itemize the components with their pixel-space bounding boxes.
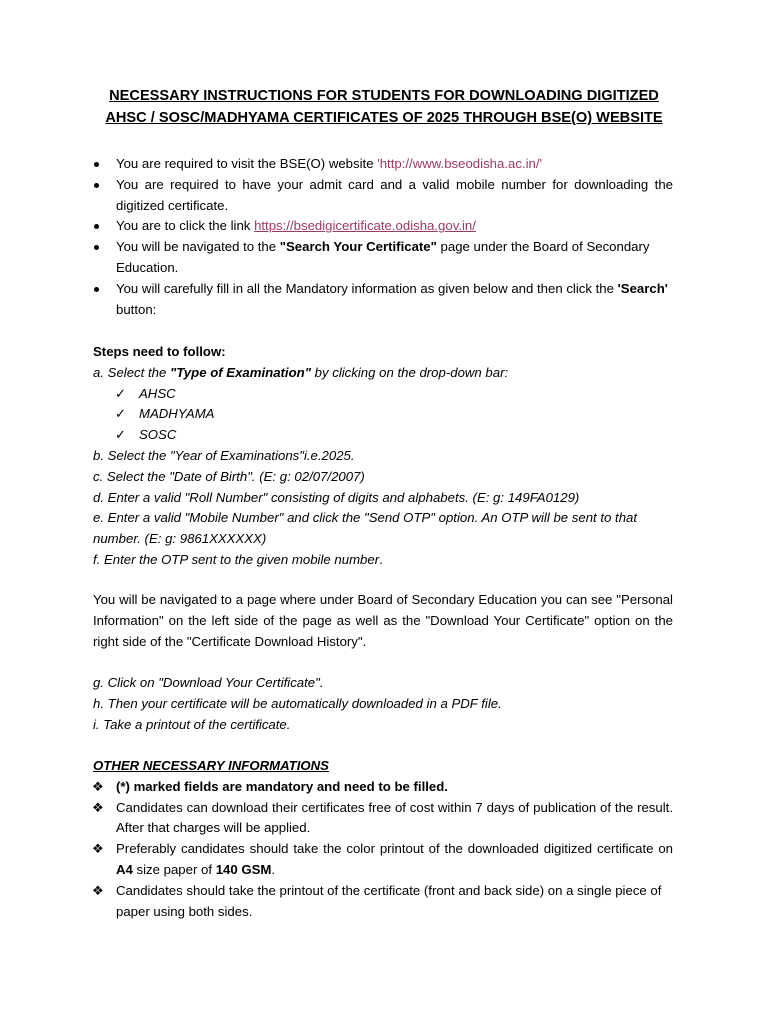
instruction-bullets — [93, 154, 673, 320]
title-line-2: AHSC / SOSC/MADHYAMA CERTIFICATES OF 2025 THROUGH BSE(O) WEBSITE — [105, 110, 663, 126]
other-info-item: ❖ (*) marked fields are mandatory and need to be filled. — [93, 777, 673, 798]
diamond-icon: ❖ — [92, 799, 104, 815]
other-info-item: ❖ Preferably candidates should take the color printout of the downloaded digitized certificate on A4 size paper of 140 GSM. — [92, 841, 673, 877]
checkmark-icon: ✓ — [115, 406, 127, 422]
final-steps — [93, 673, 673, 735]
step-c: c. Select the "Date of Birth". (E: g: 02/07/2007) — [93, 468, 365, 484]
checkmark-icon: ✓ — [115, 385, 127, 401]
other-info-section — [93, 756, 673, 922]
bullet-item: You are to click the link https://bsedigicertificate.odisha.gov.in/ — [93, 216, 673, 237]
bullet-item: You are required to visit the BSE(O) website 'http://www.bseodisha.ac.in/' — [93, 154, 673, 175]
diamond-icon: ❖ — [92, 778, 104, 794]
step-d: d. Enter a valid "Roll Number" consisting of digits and alphabets. (E: g: 149FA0129) — [93, 489, 580, 505]
bseodisha-link[interactable]: 'http://www.bseodisha.ac.in/' — [377, 156, 543, 171]
exam-type-list — [93, 384, 673, 446]
bullet-item: You will carefully fill in all the Mandatory information as given below and then click the 'Search' button: — [93, 279, 673, 321]
diamond-icon: ❖ — [92, 841, 104, 857]
navigated-paragraph: You will be navigated to a page where under Board of Secondary Education you can see "Personal Information" on the left side of the page as well as the "Download Your Certificate" option on the right side of the "Certificate Download History". — [93, 592, 673, 649]
bsedigicertificate-link[interactable]: https://bsedigicertificate.odisha.gov.in/ — [254, 218, 476, 234]
document-title — [60, 85, 708, 129]
exam-type-item: ✓ MADHYAMA — [93, 404, 673, 425]
other-info-list — [93, 777, 673, 923]
step-h: h. Then your certificate will be automatically downloaded in a PDF file. — [93, 695, 502, 711]
step-f: f. Enter the OTP sent to the given mobile number. — [93, 551, 383, 567]
exam-type-item: ✓ SOSC — [93, 425, 673, 446]
exam-type-item: ✓ AHSC — [93, 384, 673, 405]
step-a: a. Select the "Type of Examination" by clicking on the drop-down bar: — [93, 364, 509, 380]
other-info-item: ❖ Candidates can download their certificates free of cost within 7 days of publication of the result. After that charges will be applied. — [92, 799, 673, 836]
step-e: e. Enter a valid "Mobile Number" and click the "Send OTP" option. An OTP will be sent to that number. (E: g: 9861XXXXXX) — [93, 510, 638, 547]
steps-heading: Steps need to follow: — [93, 344, 226, 359]
title-line-1: NECESSARY INSTRUCTIONS FOR STUDENTS FOR DOWNLOADING DIGITIZED — [109, 88, 659, 104]
bullet-item: You are required to have your admit card and a valid mobile number for downloading the digitized certificate. — [93, 175, 673, 217]
diamond-icon: ❖ — [92, 882, 104, 898]
other-info-heading: OTHER NECESSARY INFORMATIONS — [93, 758, 329, 773]
bullet-item: You will be navigated to the "Search Your Certificate" page under the Board of Secondary Education. — [93, 237, 673, 279]
steps-section — [93, 342, 673, 571]
checkmark-icon: ✓ — [115, 427, 127, 443]
step-g: g. Click on "Download Your Certificate". — [93, 675, 324, 690]
step-i: i. Take a printout of the certificate. — [93, 716, 291, 732]
other-info-item: ❖ Candidates should take the printout of the certificate (front and back side) on a single piece of paper using both sides. — [92, 882, 662, 919]
step-b: b. Select the "Year of Examinations"i.e.2025. — [93, 447, 355, 463]
